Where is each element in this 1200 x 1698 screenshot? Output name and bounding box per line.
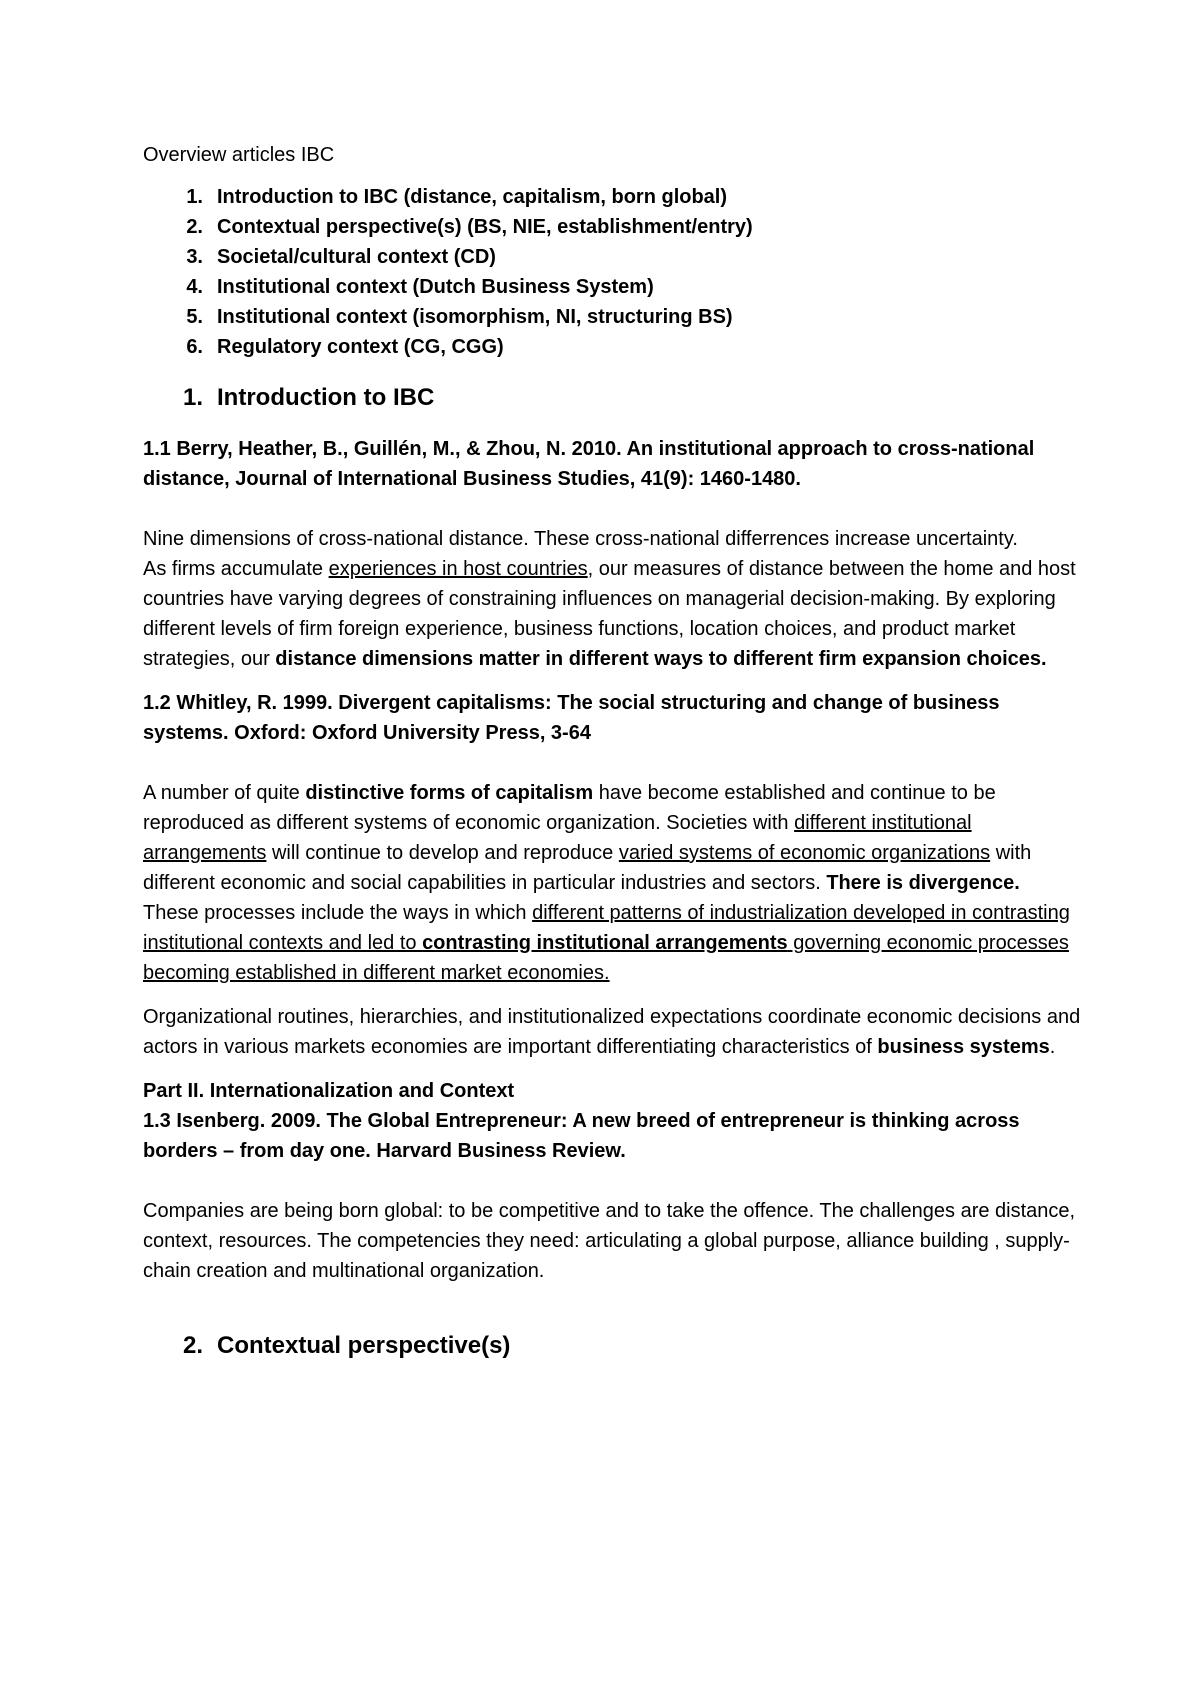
paragraph-distance: Nine dimensions of cross-national distance. These cross-national differrences increase uncertainty. As firms accumulate experiences in host countries, our measures of distance between the home and host countries have varying degrees of constraining influences on managerial decision-making. By exploring different levels of firm foreign experience, business functions, location choices, and product market strategies, our distance dimensions matter in different ways to different firm expansion choices. [143,528,1076,670]
toc-text: Societal/cultural context (CD) [217,246,496,268]
reference-1-2: 1.2 Whitley, R. 1999. Divergent capitalisms: The social structuring and change of business systems. Oxford: Oxford University Press, 3-64 [143,692,1000,744]
toc-text: Contextual perspective(s) (BS, NIE, establishment/entry) [217,216,753,238]
section-title: Contextual perspective(s) [217,1332,511,1359]
toc-item [143,212,1083,242]
toc-number: 5. [186,306,203,328]
paragraph-capitalism: A number of quite distinctive forms of capitalism have become established and continue to be reproduced as different systems of economic organization. Societies with different institutional arrangements will continue to develop and reproduce varied systems of economic organizations with different economic and social capabilities in particular industries and sectors. There is divergence. These processes include the ways in which different patterns of industrialization developed in contrasting institutional contexts and led to contrasting institutional arrangements governing economic processes becoming established in different market economies. [143,782,1070,984]
toc-item [143,242,1083,272]
toc-number: 1. [186,186,203,208]
paragraph-business-systems: Organizational routines, hierarchies, and institutionalized expectations coordinate economic decisions and actors in various markets economies are important differentiating characteristics of business systems. [143,1006,1081,1058]
document-title: Overview articles IBC [143,144,335,166]
section-heading-1 [143,380,1083,416]
toc-item [143,182,1083,212]
reference-1-1: 1.1 Berry, Heather, B., Guillén, M., & Zhou, N. 2010. An institutional approach to cross-national distance, Journal of International Business Studies, 41(9): 1460-1480. [143,438,1035,490]
section-number: 1. [182,384,203,411]
toc-item [143,302,1083,332]
toc-number: 2. [186,216,203,238]
toc-number: 6. [186,336,203,358]
section-title: Introduction to IBC [217,384,435,411]
toc-number: 4. [186,276,203,298]
table-of-contents [143,182,1083,362]
section-number: 2. [182,1332,203,1359]
toc-number: 3. [186,246,203,268]
paragraph-born-global: Companies are being born global: to be competitive and to take the offence. The challenges are distance, context, resources. The competencies they need: articulating a global purpose, alliance building , supply-chain creation and multinational organization. [143,1200,1076,1282]
toc-text: Introduction to IBC (distance, capitalism, born global) [217,186,728,208]
part-heading: Part II. Internationalization and Context [143,1080,515,1102]
reference-1-3: 1.3 Isenberg. 2009. The Global Entrepreneur: A new breed of entrepreneur is thinking across borders – from day one. Harvard Business Review. [143,1110,1020,1162]
toc-text: Regulatory context (CG, CGG) [217,336,504,358]
toc-text: Institutional context (Dutch Business System) [217,276,654,298]
toc-item [143,332,1083,362]
document-page [143,140,1083,1382]
section-heading-2 [143,1328,1083,1364]
toc-text: Institutional context (isomorphism, NI, structuring BS) [217,306,733,328]
toc-item [143,272,1083,302]
